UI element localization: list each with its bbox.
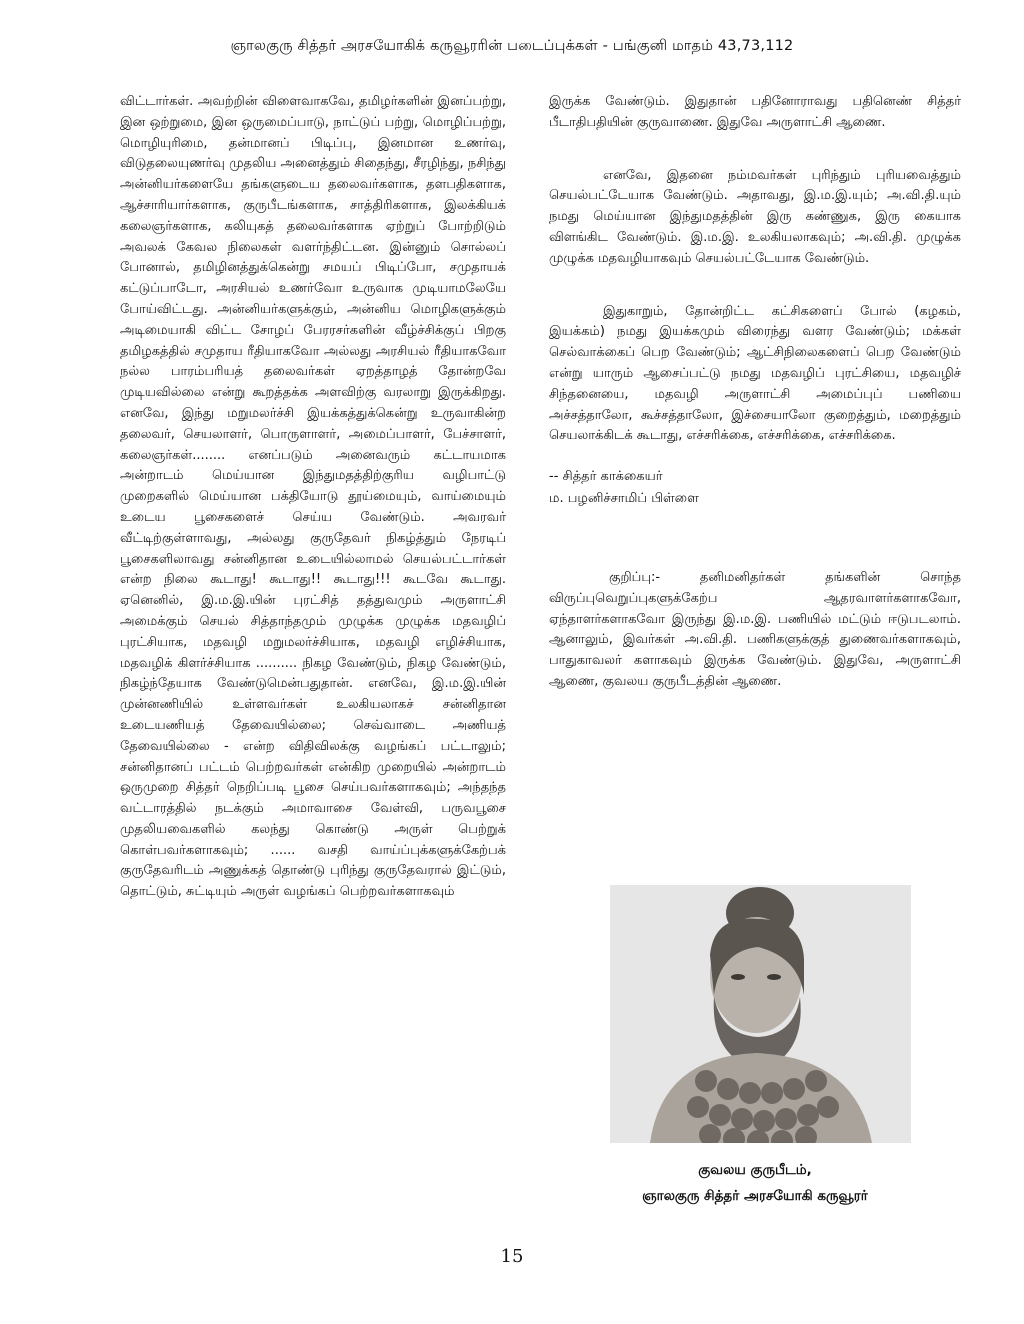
body-paragraph: இருக்க வேண்டும். இதுதான் பதினோராவது பதினெண் சித்தர் பீடாதிபதியின் குருவாணை. இதுவே அருளாட்சி ஆணை. <box>549 94 961 130</box>
caption-line-1: குவலய குருபீடம், <box>698 1162 812 1178</box>
signature-author: -- சித்தர் காக்கையர் <box>549 469 663 485</box>
signature-name: ம. பழனிச்சாமிப் பிள்ளை <box>549 491 699 507</box>
body-paragraph: விட்டார்கள். அவற்றின் விளைவாகவே, தமிழர்களின் இனப்பற்று, இன ஒற்றுமை, இன ஒருமைப்பாடு, நாட்டுப் பற்று, மொழிப்பற்று, மொழியுரிமை, தன்மானப் பிடிப்பு, இனமான உணர்வு, விடுதலையுணர்வு முதலிய அனைத்தும் சிதைந்து, சீரழிந்து, நசிந்து அன்னியர்களையே தங்களுடைய தலைவர்களாக, தளபதிகளாக, ஆச்சாரியார்களாக, குருபீடங்களாக, சாத்திரிகளாக, இலக்கியக் கலைஞர்களாக, கலியுகத் தலைவர்களாக ஏற்றுப் போற்றிடும் அவலக் கேவல நிலைகள் வளர்ந்திட்டன. இன்னும் சொல்லப் போனால், தமிழினத்துக்கென்று சமயப் பிடிப்போ, சமுதாயக் கட்டுப்பாடோ, அரசியல் உணர்வோ உருவாக முடியாமலேயே போய்விட்டது. அன்னியர்களுக்கும், அன்னிய மொழிகளுக்கும் அடிமையாகி விட்ட சோழப் பேரரசர்களின் வீழ்ச்சிக்குப் பிறகு தமிழகத்தில் சமுதாய ரீதியாகவோ அல்லது அரசியல் ரீதியாகவோ நல்ல பாரம்பரியத் தலைவர்கள் ஏறத்தாழத் தோன்றவே முடியவில்லை என்று கூறத்தக்க அளவிற்கு வரலாறு இருக்கிறது. எனவே, இந்து மறுமலர்ச்சி இயக்கத்துக்கென்று உருவாகின்ற தலைவர், செயலாளர், பொருளாளர், அமைப்பாளர், பேச்சாளர், கலைஞர்கள்........ எனப்படும் அனைவரும் கட்டாயமாக அன்றாடம் மெய்யான இந்துமதத்திற்குரிய வழிபாட்டு முறைகளில் மெய்யான பக்தியோடு தூய்மையும், வாய்மையும் உடைய பூசைகளைச் செய்ய வேண்டும். அவரவர் வீட்டிற்குள்ளாவது, அல்லது குருதேவர் நிகழ்த்தும் நேரடிப் பூசைகளிலாவது சன்னிதான உடையில்லாமல் செயல்பட்டார்கள் என்ற நிலை கூடாது! கூடாது!! கூடாது!!! கூடவே கூடாது. ஏனெனில், இ.ம.இ.யின் புரட்சித் தத்துவமும் அருளாட்சி அமைக்கும் செயல் சித்தாந்தமும் முழுக்க முழுக்க மதவழிப் புரட்சியாக, மதவழி மறுமலர்ச்சியாக, மதவழி எழிச்சியாக, மதவழிக் கிளர்ச்சியாக .......... நிகழ வேண்டும், நிகழ வேண்டும், நிகழ்ந்தேயாக வேண்டுமென்பதுதான். எனவே, இ.ம.இ.யின் முன்னணியில் உள்ளவர்கள் உலகியலாகச் சன்னிதான உடையணியத் தேவையில்லை; செவ்வாடை அணியத் தேவையில்லை - என்ற விதிவிலக்கு வழங்கப் பட்டாலும்; சன்னிதானப் பட்டம் பெற்றவர்கள் என்கிற முறையில் அன்றாடம் ஒருமுறை சித்தர் நெறிப்படி பூசை செய்பவர்களாகவும்; அந்தந்த வட்டாரத்தில் நடக்கும் அமாவாசை வேள்வி, பருவபூசை முதலியவைகளில் கலந்து கொண்டு அருள் பெற்றுக் கொள்பவர்களாகவும்; ...... வசதி வாய்ப்புக்களுக்கேற்பக் குருதேவரிடம் அணுக்கத் தொண்டு புரிந்து குருதேவரால் இட்டும், தொட்டும், சுட்டியும் அருள் வழங்கப் பெற்றவர்களாகவும் <box>120 94 506 900</box>
guru-portrait-photo <box>610 885 911 1143</box>
note-paragraph: குறிப்பு:- தனிமனிதர்கள் தங்களின் சொந்த விருப்புவெறுப்புகளுக்கேற்ப ஆதரவாளர்களாகவோ, ஏந்தாளர்களாகவோ இருந்து இ.ம.இ. பணியில் மட்டும் ஈடுபடலாம். ஆனாலும், இவர்கள் அ.வி.தி. பணிகளுக்குத் துணைவர்களாகவும், பாதுகாவலர் களாகவும் இருக்க வேண்டும். இதுவே, அருளாட்சி ஆணை, குவலய குருபீடத்தின் ஆணை. <box>549 569 961 689</box>
right-column <box>549 92 961 693</box>
left-column <box>120 92 506 903</box>
body-paragraph: இதுகாறும், தோன்றிட்ட கட்சிகளைப் போல் (கழகம், இயக்கம்) நமது இயக்கமும் விரைந்து வளர வேண்டும்; மக்கள் செல்வாக்கைப் பெற வேண்டும்; ஆட்சிநிலைகளைப் பெற வேண்டும் என்று யாரும் ஆசைப்பட்டு நமது மதவழிப் புரட்சியை, மதவழிச் சிந்தனையை, மதவழி அருளாட்சி அமைப்புப் பணியை அச்சத்தாலோ, கூச்சத்தாலோ, இச்சையாலோ குறைத்தும், மறைத்தும் செயலாக்கிடக் கூடாது, எச்சரிக்கை, எச்சரிக்கை, எச்சரிக்கை. <box>549 303 961 444</box>
caption-line-2: ஞாலகுரு சித்தர் அரசயோகி கருவூரர் <box>642 1188 868 1204</box>
page-number: 15 <box>500 1246 524 1267</box>
photo-caption <box>549 1157 961 1209</box>
running-header: ஞாலகுரு சித்தர் அரசயோகிக் கருவூரரின் படைப்புக்கள் - பங்குனி மாதம் 43,73,112 <box>230 38 794 54</box>
body-paragraph: எனவே, இதனை நம்மவர்கள் புரிந்தும் புரியவைத்தும் செயல்பட்டேயாக வேண்டும். அதாவது, இ.ம.இ.யும்; அ.வி.தி.யும் நமது மெய்யான இந்துமதத்தின் இரு கண்ணுக, இரு கையாக விளங்கிட வேண்டும். இ.ம.இ. உலகியலாகவும்; அ.வி.தி. முழுக்க முழுக்க மதவழியாகவும் செயல்பட்டேயாக வேண்டும். <box>549 167 961 266</box>
